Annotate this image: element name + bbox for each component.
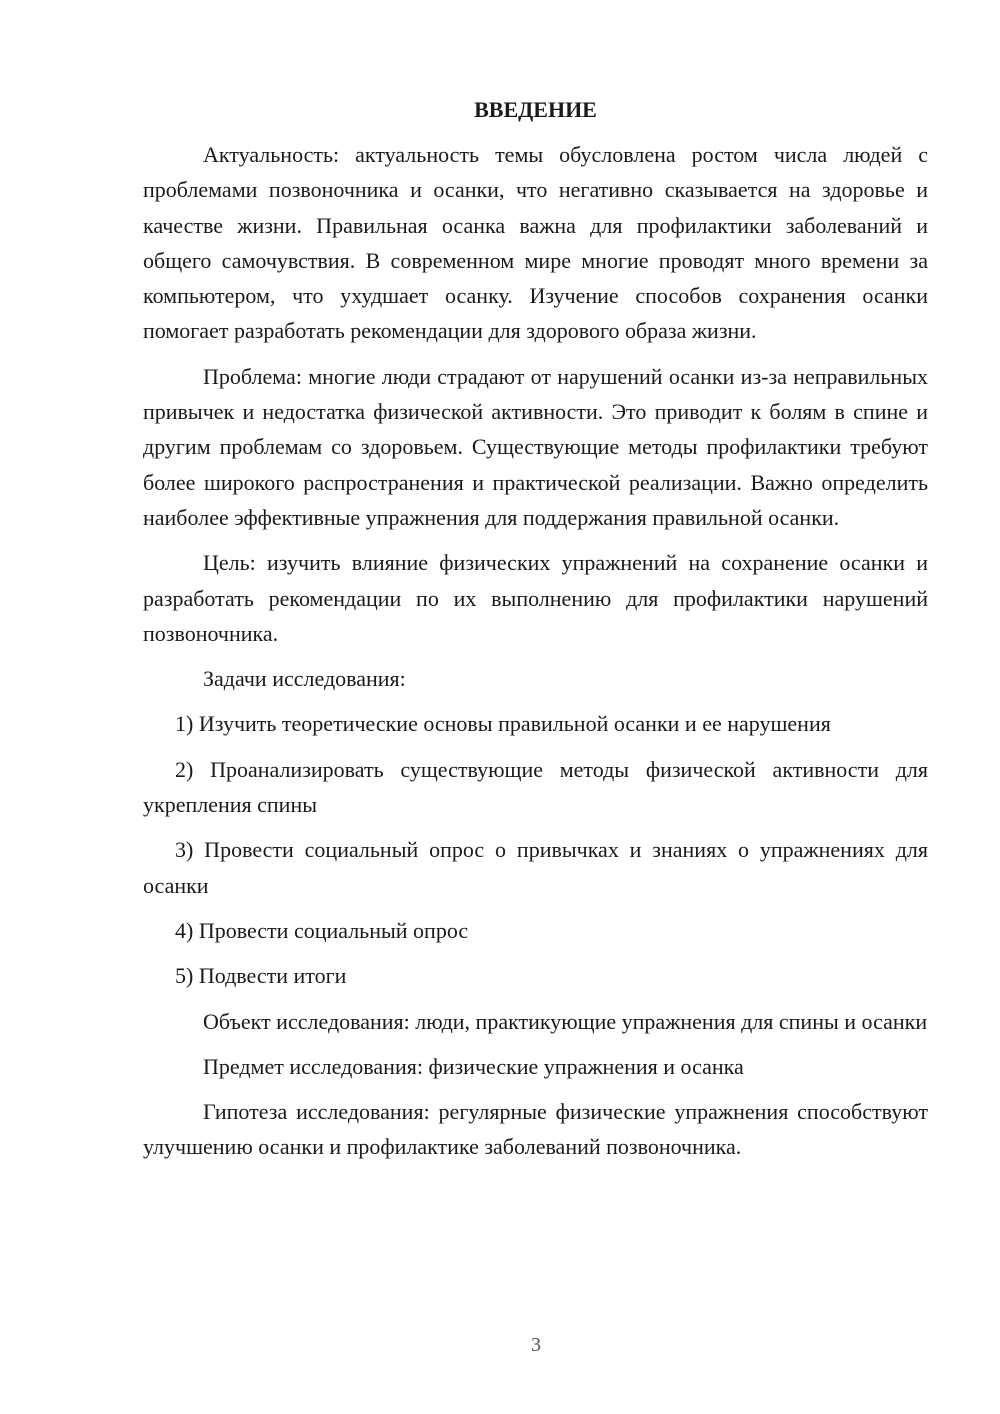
task-item: 3) Провести социальный опрос о привычках и знаниях о упражнениях для осанки [143,837,928,898]
subject-paragraph: Предмет исследования: физические упражнения и осанка [203,1053,744,1079]
task-item: 1) Изучить теоретические основы правильной осанки и ее нарушения [175,711,831,737]
task-item: 5) Подвести итоги [175,963,347,989]
tasks-heading: Задачи исследования: [203,666,406,692]
problem-paragraph: Проблема: многие люди страдают от нарушений осанки из-за неправильных привычек и недостатка физической активности. Это приводит к болям в спине и другим проблемам со здоровьем. Существующие методы профилактики требуют более широкого распространения и практической реализации. Важно определить наиболее эффективные упражнения для поддержания правильной осанки. [143,363,928,530]
hypothesis-paragraph: Гипотеза исследования: регулярные физические упражнения способствуют улучшению осанки и профилактике заболеваний позвоночника. [143,1099,928,1160]
section-title: ВВЕДЕНИЕ [474,97,597,122]
relevance-paragraph: Актуальность: актуальность темы обусловлена ростом числа людей с проблемами позвоночника и осанки, что негативно сказывается на здоровье и качестве жизни. Правильная осанка важна для профилактики заболеваний и общего самочувствия. В современном мире многие проводят много времени за компьютером, что ухудшает осанку. Изучение способов сохранения осанки помогает разработать рекомендации для здорового образа жизни. [143,142,928,344]
task-item: 2) Проанализировать существующие методы физической активности для укрепления спины [143,756,928,818]
goal-paragraph: Цель: изучить влияние физических упражнений на сохранение осанки и разработать рекомендации по их выполнению для профилактики нарушений позвоночника. [143,550,928,646]
object-paragraph: Объект исследования: люди, практикующие упражнения для спины и осанки [203,1008,928,1034]
task-item: 4) Провести социальный опрос [175,917,469,943]
page-number: 3 [531,1334,541,1356]
page-content [143,92,928,1165]
